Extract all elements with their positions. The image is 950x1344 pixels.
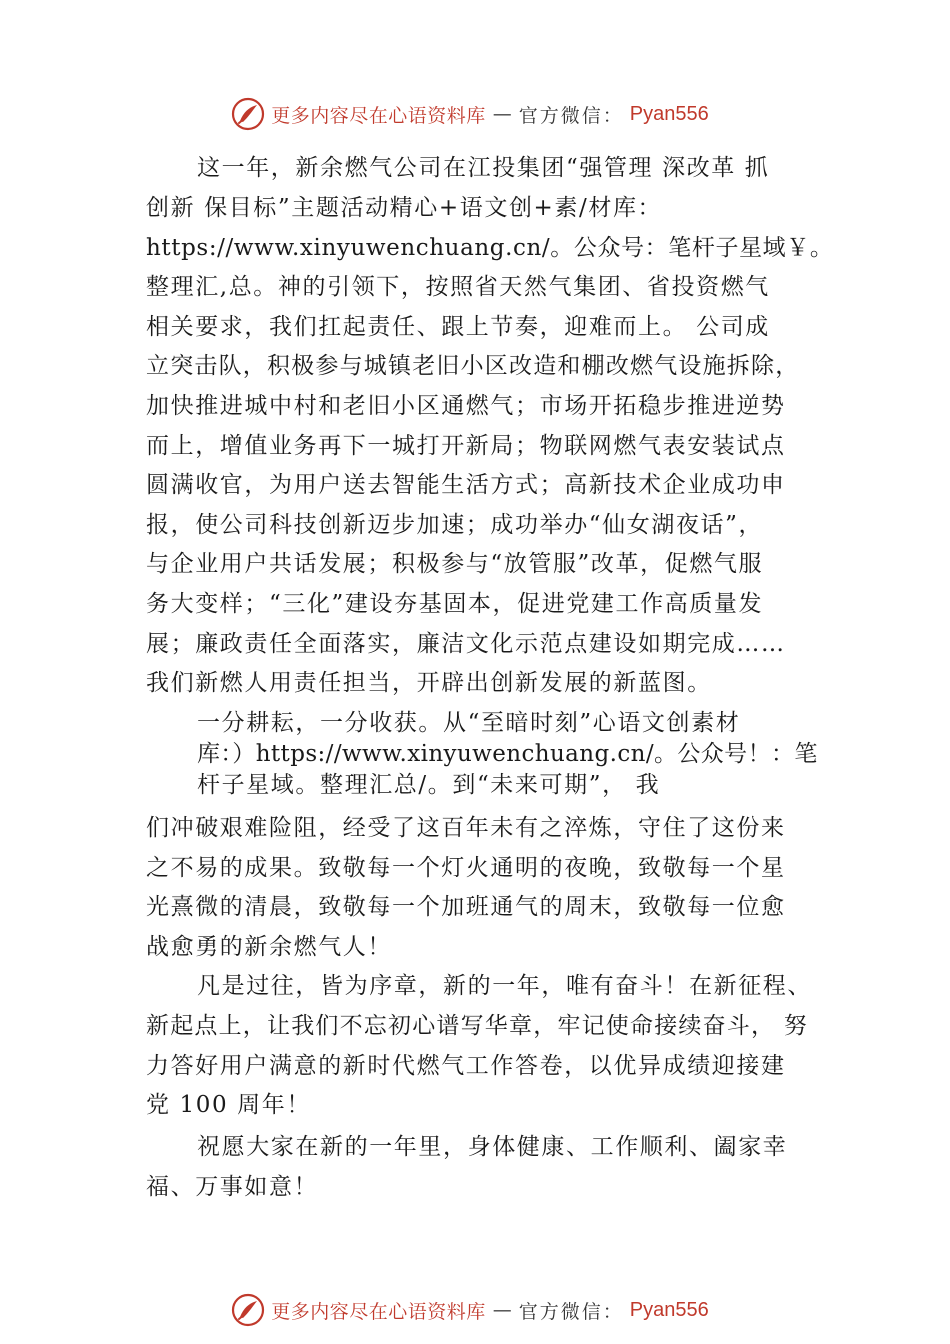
- header-banner-dash: —: [492, 103, 512, 125]
- text-line: 展；廉政责任全面落实，廉洁文化示范点建设如期完成……: [146, 631, 786, 657]
- footer-banner-wechat-id: Pyan556: [629, 1298, 709, 1321]
- footer-banner-dash: —: [492, 1299, 512, 1321]
- text-line: 圆满收官，为用户送去智能生活方式；高新技术企业成功申: [146, 472, 786, 498]
- footer-banner-slogan: 更多内容尽在心语资料库: [271, 1300, 486, 1323]
- text-line: 加快推进城中村和老旧小区通燃气；市场开拓稳步推进逆势: [146, 393, 786, 419]
- text-line: 祝愿大家在新的一年里，身体健康、工作顺利、阖家幸: [197, 1134, 788, 1160]
- text-line: 光熹微的清晨，致敬每一个加班通气的周末，致敬每一位愈: [146, 894, 786, 920]
- brand-logo-icon: [231, 97, 265, 131]
- text-line: 杆子星域。整理汇总/。到“未来可期”， 我: [197, 772, 661, 798]
- text-line: 战愈勇的新余燃气人！: [146, 934, 392, 960]
- text-line: 我们新燃人用责任担当，开辟出创新发展的新蓝图。: [146, 670, 712, 696]
- footer-banner-label: 官方微信：: [518, 1300, 624, 1323]
- header-banner-wechat-id: Pyan556: [629, 102, 709, 125]
- text-line: 报，使公司科技创新迈步加速；成功举办“仙女湖夜话”，: [146, 512, 764, 538]
- text-line: 而上，增值业务再下一城打开新局；物联网燃气表安装试点: [146, 433, 786, 459]
- header-banner-slogan: 更多内容尽在心语资料库: [271, 104, 486, 127]
- text-line: 力答好用户满意的新时代燃气工作答卷，以优异成绩迎接建: [146, 1053, 786, 1079]
- header-banner-content: [231, 97, 709, 131]
- footer-banner-content: [231, 1293, 709, 1327]
- text-line: 立突击队，积极参与城镇老旧小区改造和棚改燃气设施拆除，: [146, 353, 800, 379]
- brand-logo-icon: [231, 1293, 265, 1327]
- text-line: https://www.xinyuwenchuang.cn/。公众号：笔杆子星域￥。: [146, 235, 834, 261]
- text-line: 之不易的成果。致敬每一个灯火通明的夜晚，致敬每一个星: [146, 855, 786, 881]
- text-line: 福、万事如意！: [146, 1174, 319, 1200]
- text-line: 们冲破艰难险阻，经受了这百年未有之淬炼，守住了这份来: [146, 815, 786, 841]
- text-line: 整理汇,总。神的引领下，按照省天然气集团、省投资燃气: [146, 274, 770, 300]
- text-line: 与企业用户共话发展；积极参与“放管服”改革，促燃气服: [146, 551, 764, 577]
- text-line: 凡是过往，皆为序章，新的一年，唯有奋斗！在新征程、: [197, 973, 812, 999]
- text-line: 创新 保目标”主题活动精心+语文创+素/材库：: [146, 195, 663, 221]
- text-line: 一分耕耘，一分收获。从“至暗时刻”心语文创素材: [197, 710, 741, 736]
- text-line: 新起点上，让我们不忘初心谱写华章，牢记使命接续奋斗， 努: [146, 1013, 808, 1039]
- header-banner-label: 官方微信：: [518, 104, 624, 127]
- text-line: 务大变样；“三化”建设夯基固本，促进党建工作高质量发: [146, 591, 764, 617]
- text-line: 这一年，新余燃气公司在江投集团“强管理 深改革 抓: [197, 155, 770, 181]
- text-line: 相关要求，我们扛起责任、跟上节奏，迎难而上。 公司成: [146, 314, 770, 340]
- footer-banner: [0, 1290, 950, 1330]
- text-line: 库：）https://www.xinyuwenchuang.cn/。公众号！：笔: [197, 741, 818, 767]
- text-line: 党 100 周年！: [146, 1092, 311, 1118]
- header-banner: [0, 94, 950, 134]
